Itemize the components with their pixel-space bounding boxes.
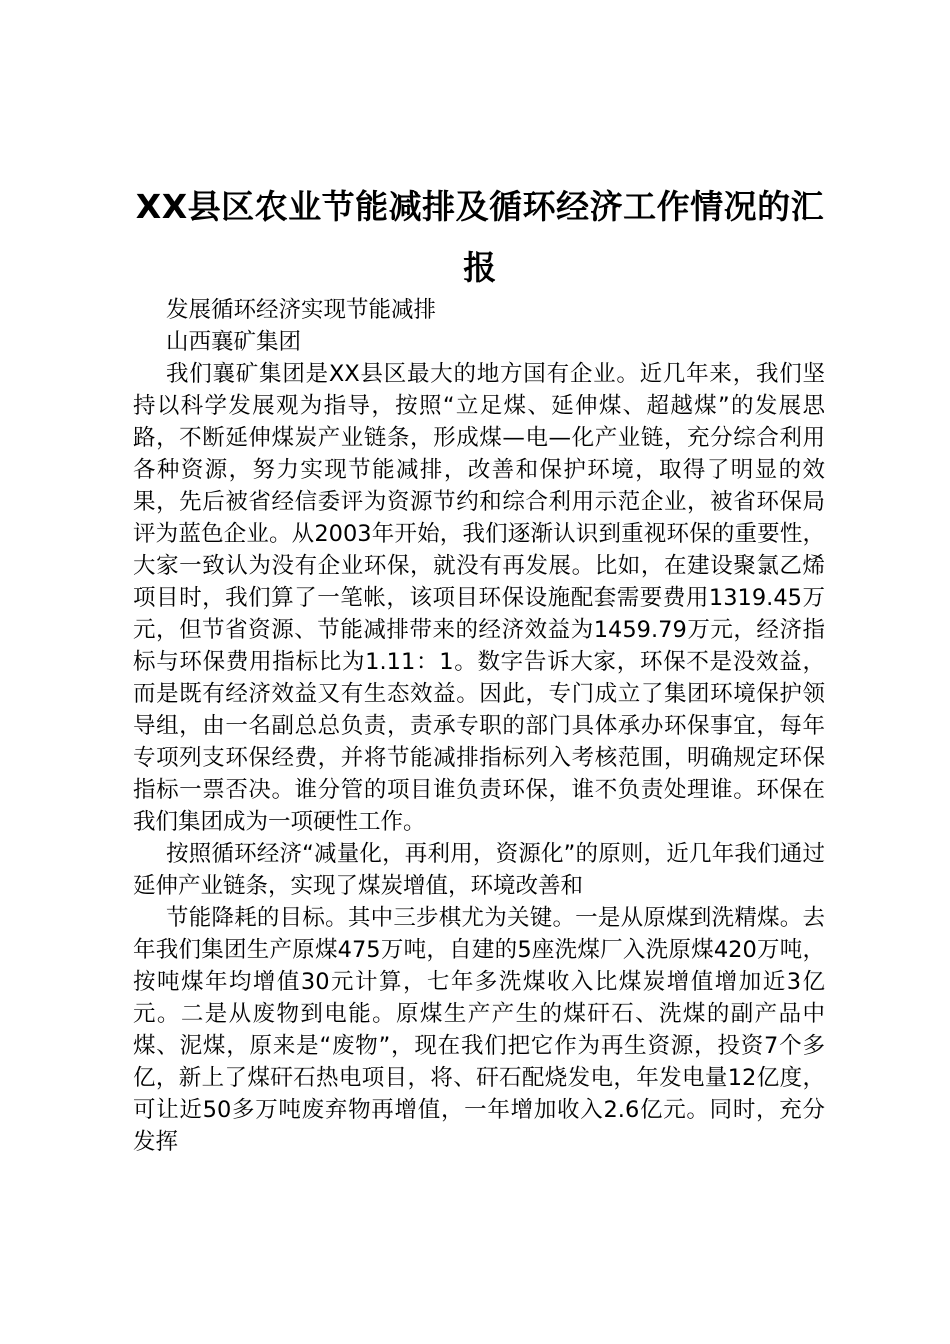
organization-paragraph: 山西襄矿集团 — [166, 329, 302, 355]
body-paragraph: 按照循环经济“减量化，再利用，资源化”的原则，近几年我们通过延伸产业链条，实现了煤炭增值，环境改善和 — [133, 841, 825, 899]
document-title: XX县区农业节能减排及循环经济工作情况的汇报 — [135, 187, 825, 287]
body-paragraph: 节能降耗的目标。其中三步棋尤为关键。一是从原煤到洗精煤。去年我们集团生产原煤475万吨，自建的5座洗煤厂入洗原煤420万吨，按吨煤年均增值30元计算，七年多洗煤收入比煤炭增值增加近3亿元。二是从废物到电能。原煤生产产生的煤矸石、洗煤的副产品中煤、泥煤，原来是“废物”，现在我们把它作为再生资源，投资7个多亿，新上了煤矸石热电项目，将、矸石配烧发电，年发电量12亿度，可让近50多万吨废弃物再增值，一年增加收入2.6亿元。同时，充分发挥 — [133, 905, 825, 1155]
subtitle-paragraph: 发展循环经济实现节能减排 — [166, 297, 437, 323]
body-paragraph: 我们襄矿集团是XX县区最大的地方国有企业。近几年来，我们坚持以科学发展观为指导，按照“立足煤、延伸煤、超越煤”的发展思路，不断延伸煤炭产业链条，形成煤—电—化产业链，充分综合利用各种资源，努力实现节能减排，改善和保护环境，取得了明显的效果，先后被省经信委评为资源节约和综合利用示范企业，被省环保局评为蓝色企业。从2003年开始，我们逐渐认识到重视环保的重要性，大家一致认为没有企业环保，就没有再发展。比如，在建设聚氯乙烯项目时，我们算了一笔帐，该项目环保设施配套需要费用1319.45万元，但节省资源、节能减排带来的经济效益为1459.79万元，经济指标与环保费用指标比为1.11：1。数字告诉大家，环保不是没效益，而是既有经济效益又有生态效益。因此，专门成立了集团环境保护领导组，由一名副总总负责，责承专职的部门具体承办环保事宜，每年专项列支环保经费，并将节能减排指标列入考核范围，明确规定环保指标一票否决。谁分管的项目谁负责环保，谁不负责处理谁。环保在我们集团成为一项硬性工作。 — [133, 361, 825, 835]
document-body — [133, 294, 825, 1158]
